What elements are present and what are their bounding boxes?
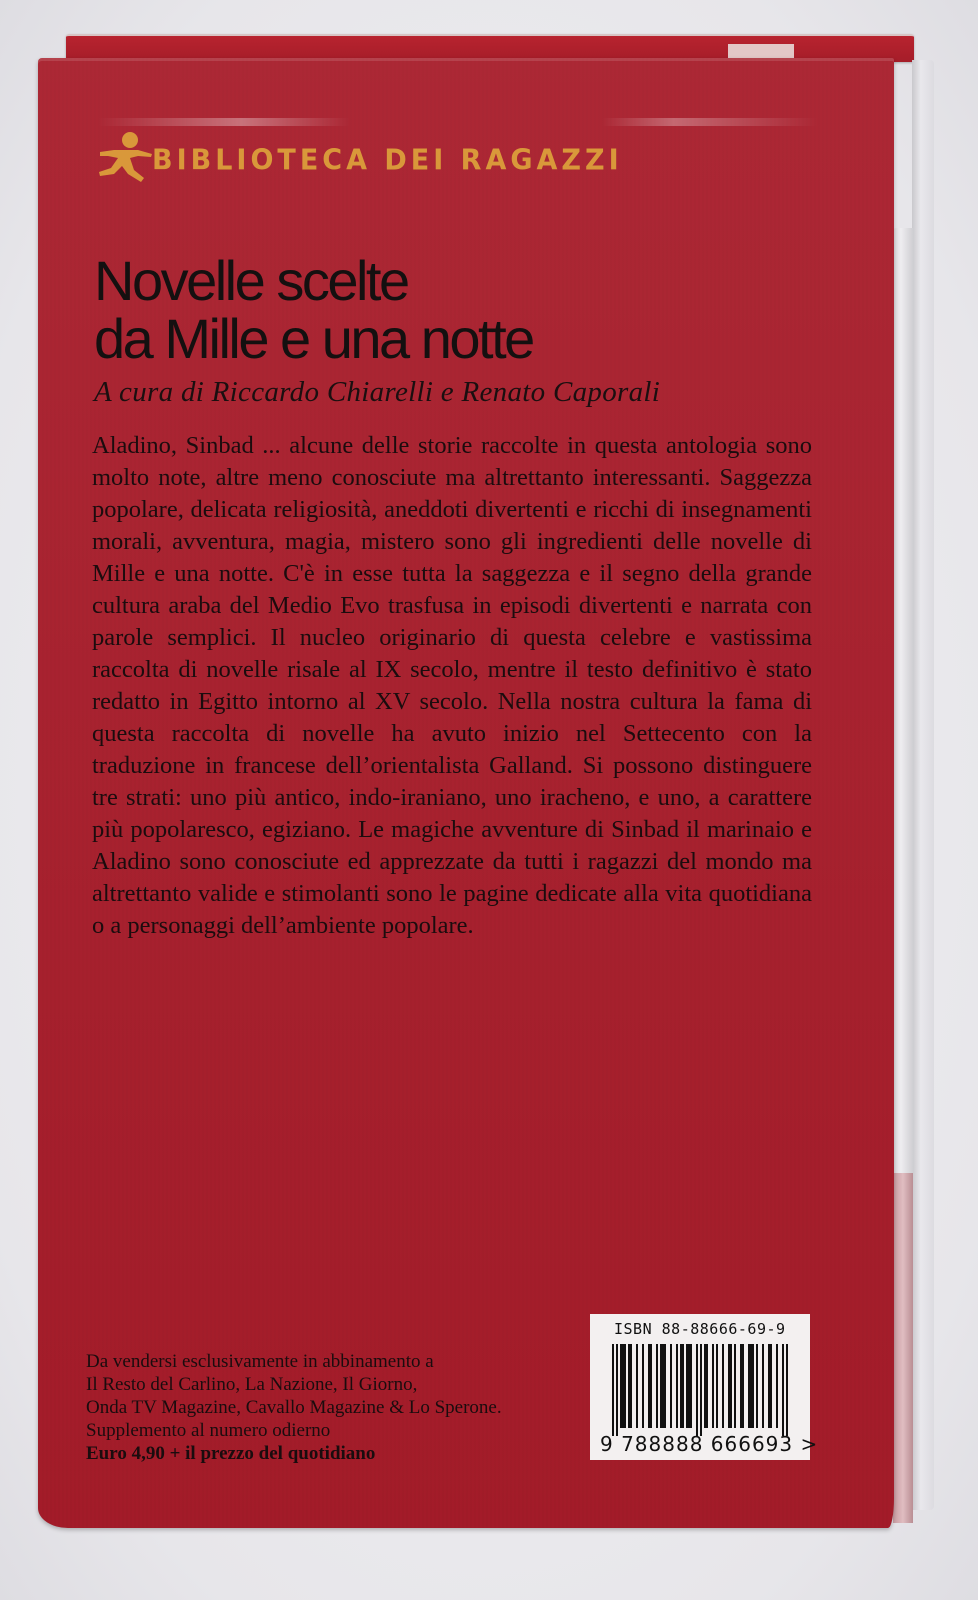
sale-notice-line: Da vendersi esclusivamente in abbinamento a [86, 1351, 434, 1372]
title-line-1: Novelle scelte [94, 249, 408, 312]
isbn-number: ISBN 88-88666-69-9 [614, 1320, 786, 1338]
sale-notice-line: Onda TV Magazine, Cavallo Magazine & Lo Sperone. [86, 1397, 502, 1418]
barcode-icon [612, 1344, 788, 1436]
ean-number: 9 788888 666693 > [600, 1432, 819, 1456]
cover-glare [98, 118, 818, 126]
sale-notice-line: Il Resto del Carlino, La Nazione, Il Giorno, [86, 1374, 418, 1395]
curators: A cura di Riccardo Chiarelli e Renato Caporali [94, 376, 661, 408]
price-sticker [728, 44, 794, 58]
running-child-icon [94, 128, 156, 186]
jacket-edge-pink [893, 1173, 913, 1523]
synopsis-text: Aladino, Sinbad ... alcune delle storie raccolte in questa antologia sono molto note, altre meno conosciute ma altrettanto interessanti. Saggezza popolare, delicata religiosità, aneddoti divertenti e ricchi di insegnamenti morali, avventura, magia, mistero sono gli ingredienti delle novelle di Mille e una notte. C'è in esse tutta la saggezza e il segno della grande cultura araba del Medio Evo trasfusa in episodi divertenti e narrata con parole semplici. Il nucleo originario di questa celebre e vastissima raccolta di novelle risale al IX secolo, mentre il testo definitivo è stato redatto in Egitto intorno al XV secolo. Nella nostra cultura la fama di questa raccolta di novelle ha avuto inizio nel Settecento con la traduzione in francese dell’orientalista Galland. Si possono distinguere tre strati: uno più antico, indo-iraniano, uno iracheno, e uno, a carattere più popolaresco, egiziano. Le magiche avventure di Sinbad il marinaio e Aladino sono conosciute ed apprezzate da tutti i ragazzi del mondo ma altrettanto valide e stimolanti sono le pagine dedicate alla vita quotidiana o a personaggi dell’ambiente popolare. [92, 432, 812, 939]
series-logo [94, 128, 623, 186]
series-name: BIBLIOTECA DEI RAGAZZI [152, 143, 623, 177]
synopsis [92, 430, 812, 942]
sale-notice-line: Supplemento al numero odierno [86, 1420, 331, 1441]
jacket-edge-white [893, 228, 913, 1173]
isbn-barcode-box [590, 1314, 819, 1460]
title-line-2: da Mille e una notte [94, 307, 533, 370]
sale-notice [86, 1350, 586, 1465]
page-edge [912, 60, 934, 1510]
book-title [94, 249, 533, 370]
price: Euro 4,90 + il prezzo del quotidiano [86, 1443, 376, 1464]
